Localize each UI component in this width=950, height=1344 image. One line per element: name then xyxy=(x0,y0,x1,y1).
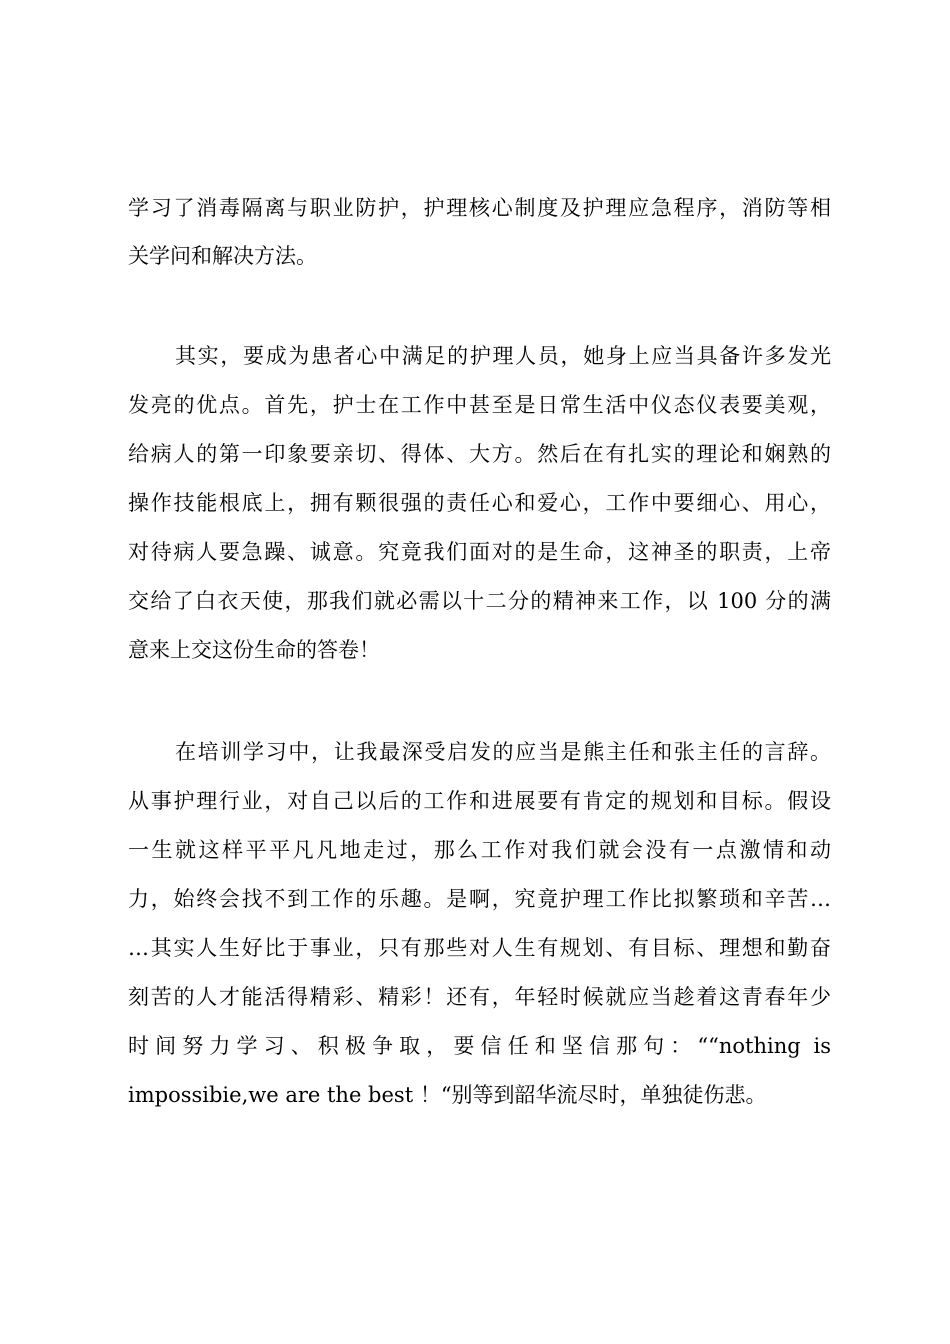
paragraph-1-line-2: 关学问和解决方法。 xyxy=(128,244,317,268)
paragraph-3-line-4: 力，始终会找不到工作的乐趣。是啊，究竟护理工作比拟繁琐和辛苦… xyxy=(128,887,831,911)
paragraph-2-line-1: 其实，要成为患者心中满足的护理人员，她身上应当具备许多发光 xyxy=(175,344,831,368)
paragraph-2-line-7: 意来上交这份生命的答卷！ xyxy=(128,638,380,662)
paragraph-2-line-6: 交给了白衣天使，那我们就必需以十二分的精神来工作，以 100 分的满 xyxy=(128,589,831,613)
paragraph-2-line-4: 操作技能根底上，拥有颗很强的责任心和爱心，工作中要细心、用心， xyxy=(128,491,831,515)
paragraph-3-line-5: …其实人生好比于事业，只有那些对人生有规划、有目标、理想和勤奋 xyxy=(128,936,831,960)
paragraph-3-line-2: 从事护理行业，对自己以后的工作和进展要有肯定的规划和目标。假设 xyxy=(128,789,831,813)
paragraph-1-line-1: 学习了消毒隔离与职业防护，护理核心制度及护理应急程序，消防等相 xyxy=(128,196,831,220)
paragraph-3-line-1: 在培训学习中，让我最深受启发的应当是熊主任和张主任的言辞。 xyxy=(175,740,831,764)
paragraph-2-line-2: 发亮的优点。首先，护士在工作中甚至是日常生活中仪态仪表要美观， xyxy=(128,393,831,417)
paragraph-3-line-3: 一生就这样平平凡凡地走过，那么工作对我们就会没有一点激情和动 xyxy=(128,838,831,862)
paragraph-2-line-3: 给病人的第一印象要亲切、得体、大方。然后在有扎实的理论和娴熟的 xyxy=(128,442,831,466)
paragraph-2-line-5: 对待病人要急躁、诚意。究竟我们面对的是生命，这神圣的职责，上帝 xyxy=(128,540,831,564)
paragraph-3-line-7: 时间努力学习、积极争取，要信任和坚信那句：““nothing is xyxy=(128,1034,831,1058)
paragraph-3-line-8: impossibie,we are the best ！“别等到韶华流尽时，单独徒伤悲。 xyxy=(128,1083,767,1107)
paragraph-3-line-6: 刻苦的人才能活得精彩、精彩！还有，年轻时候就应当趁着这青春年少 xyxy=(128,985,831,1009)
